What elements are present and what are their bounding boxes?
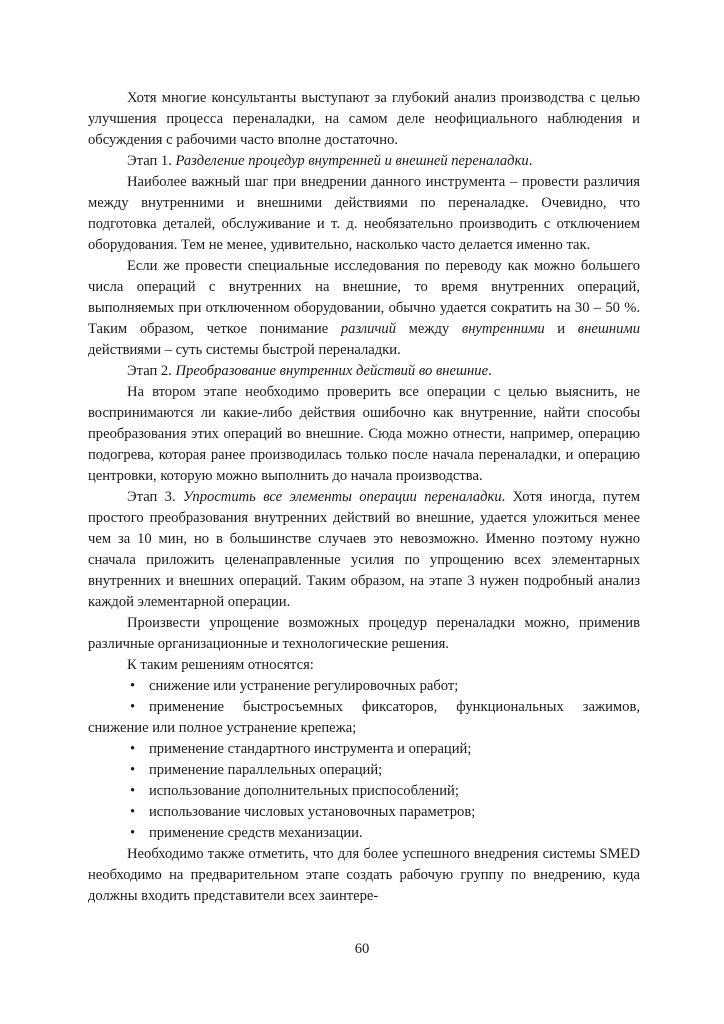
list-item bbox=[88, 823, 640, 844]
bullet-icon: • bbox=[130, 699, 136, 715]
list-item-text: снижение или устранение регулировочных работ; bbox=[149, 678, 459, 694]
list-item bbox=[88, 697, 640, 739]
stage-2-end: . bbox=[488, 363, 492, 379]
paragraph-reduction bbox=[88, 256, 640, 361]
stage-3-body: . Хотя иногда, путем простого преобразования внутренних действий во внешние, удается уложиться менее чем за 10 мин, но в большинстве случаев это невозможно. Именно поэтому нужно сначала приложить целенаправленные усилия по упрощению всех элементарных внутренних и внешних операций. Таким образом, на этапе 3 нужен подробный анализ каждой элементарной операции. bbox=[88, 489, 641, 610]
list-item bbox=[88, 676, 640, 697]
stage-3-prefix: Этап 3. bbox=[127, 489, 184, 505]
page-body bbox=[88, 88, 640, 907]
list-item-text: использование числовых установочных параметров; bbox=[149, 804, 476, 820]
p3-part-d: действиями – суть системы быстрой переналадки. bbox=[88, 342, 401, 358]
stage-1-prefix: Этап 1. bbox=[127, 153, 176, 169]
bullet-icon: • bbox=[130, 783, 136, 799]
bullet-icon: • bbox=[130, 825, 136, 841]
stage-1-heading bbox=[88, 151, 640, 172]
list-item-text: применение средств механизации. bbox=[149, 825, 363, 841]
stage-3-title: Упростить все элементы операции переналадки bbox=[183, 489, 502, 505]
paragraph-stage-1-body: Наиболее важный шаг при внедрении данного инструмента – провести различия между внутренними и внешними действиями по переналадке. Очевидно, что подготовка деталей, обслуживание и т. д. необязательно производить с отключением оборудования. Тем не менее, удивительно, насколько часто делается именно так. bbox=[88, 174, 640, 253]
bullet-icon: • bbox=[130, 762, 136, 778]
p3-italic-differences: различий bbox=[340, 321, 396, 337]
page-number: 60 bbox=[354, 941, 370, 957]
solutions-list bbox=[88, 676, 640, 844]
paragraph-simplification: Произвести упрощение возможных процедур переналадки можно, применив различные организационные и технологические решения. bbox=[88, 615, 640, 652]
p3-part-c: и bbox=[544, 321, 578, 337]
paragraph-solutions-intro: К таким решениям относятся: bbox=[127, 657, 314, 673]
stage-2-prefix: Этап 2. bbox=[127, 363, 176, 379]
bullet-icon: • bbox=[130, 804, 136, 820]
p3-part-a: Если же провести специальные исследования по переводу как можно большего числа операций с внутренних на внешние, то время внутренних операций, выполняемых при отключенном оборудовании, обычно удается сократить на 30 – 50 %. Таким образом, четкое понимание bbox=[88, 258, 640, 337]
list-item bbox=[88, 781, 640, 802]
paragraph-intro: Хотя многие консультанты выступают за глубокий анализ производства с целью улучшения процесса переналадки, на самом деле неофициального наблюдения и обсуждения с рабочими часто вполне достаточно. bbox=[88, 90, 640, 148]
paragraph-stage-2-body: На втором этапе необходимо проверить все операции с целью выяснить, не воспринимаются ли какие-либо действия ошибочно как внутренние, найти способы преобразования этих операций во внешние. Сюда можно отнести, например, операцию подогрева, которая ранее производилась только после начала переналадки, и операцию центровки, которую можно выполнить до начала производства. bbox=[88, 384, 640, 484]
stage-2-title: Преобразование внутренних действий во внешние bbox=[175, 363, 489, 379]
list-item bbox=[88, 760, 640, 781]
paragraph-stage-3 bbox=[88, 487, 640, 613]
bullet-icon: • bbox=[130, 678, 136, 694]
bullet-icon: • bbox=[130, 741, 136, 757]
list-item-text: применение параллельных операций; bbox=[149, 762, 383, 778]
list-item-text: применение быстросъемных фиксаторов, функциональных зажимов, снижение или полное устранение крепежа; bbox=[88, 699, 640, 736]
list-item-text: применение стандартного инструмента и операций; bbox=[149, 741, 472, 757]
list-item-text: использование дополнительных приспособлений; bbox=[149, 783, 459, 799]
p3-italic-external: внешними bbox=[577, 321, 640, 337]
stage-2-heading bbox=[88, 361, 640, 382]
list-item bbox=[88, 802, 640, 823]
list-item bbox=[88, 739, 640, 760]
paragraph-smed-team: Необходимо также отметить, что для более успешного внедрения системы SMED необходимо на предварительном этапе создать рабочую группу по внедрению, куда должны входить представители всех заинтере- bbox=[88, 846, 640, 904]
stage-1-end: . bbox=[528, 153, 533, 169]
p3-italic-internal: внутренними bbox=[461, 321, 545, 337]
stage-1-title: Разделение процедур внутренней и внешней переналадки bbox=[175, 153, 529, 169]
p3-part-b: между bbox=[396, 321, 462, 337]
